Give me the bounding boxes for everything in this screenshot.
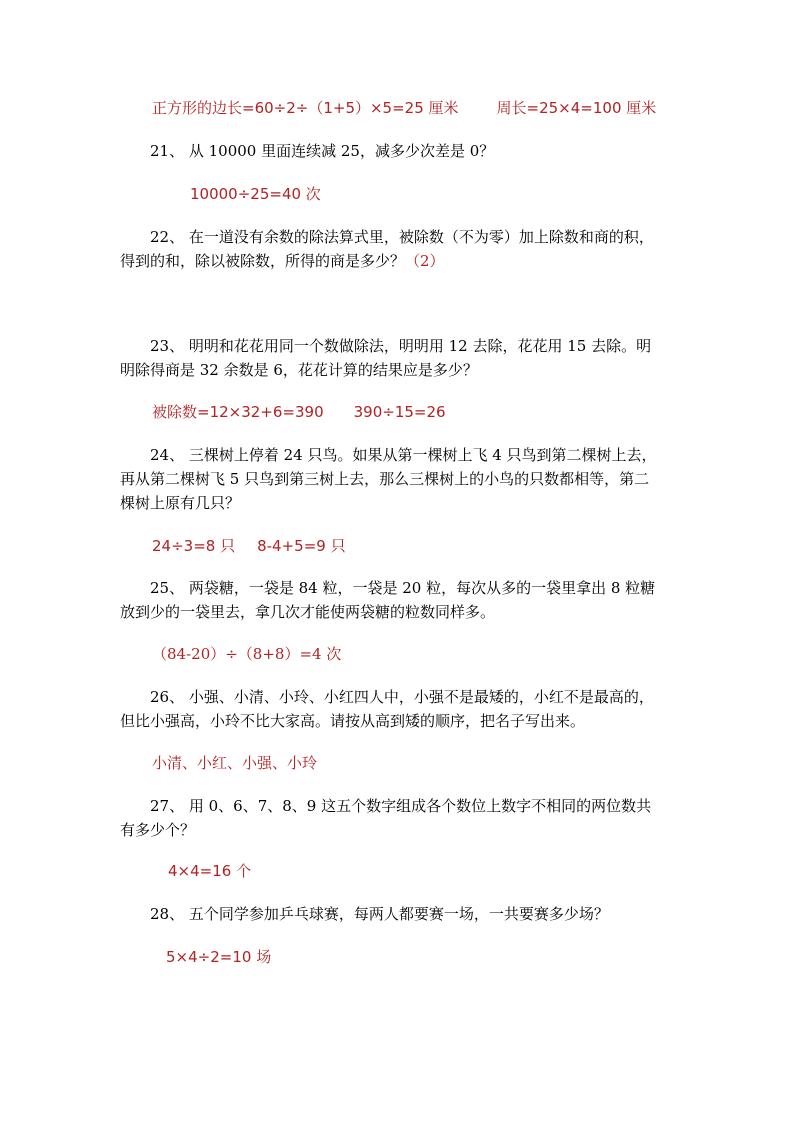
answer-24-part-2: 8-4+5=9 只 — [257, 537, 346, 555]
question-24-line-2: 再从第二棵树飞 5 只鸟到第三树上去，那么三棵树上的小鸟的只数都相等，第二 — [120, 470, 650, 488]
answer-21: 10000÷25=40 次 — [190, 185, 321, 203]
question-22-line-2 — [120, 252, 445, 270]
answer-20-perimeter: 周长=25×4=100 厘米 — [496, 99, 657, 117]
question-22-line-2-text: 得到的和，除以被除数，所得的商是多少？ — [120, 252, 406, 270]
question-23-line-2: 明除得商是 32 余数是 6，花花计算的结果应是多少？ — [120, 361, 478, 379]
question-25-line-2: 放到少的一袋里去，拿几次才能使两袋糖的粒数同样多。 — [120, 603, 496, 621]
answer-23-dividend: 被除数=12×32+6=390 — [152, 403, 324, 421]
answer-26: 小清、小红、小强、小玲 — [152, 754, 318, 772]
answer-27: 4×4=16 个 — [168, 862, 252, 880]
question-27-line-1: 27、 用 0、6、7、8、9 这五个数字组成各个数位上数字不相同的两位数共 — [150, 797, 652, 815]
question-27-line-2: 有多少个？ — [120, 821, 196, 839]
question-26-line-2: 但比小强高，小玲不比大家高。请按从高到矮的顺序，把名子写出来。 — [120, 712, 586, 730]
answer-23 — [152, 403, 446, 421]
question-23-line-1: 23、 明明和花花用同一个数做除法，明明用 12 去除，花花用 15 去除。明 — [150, 337, 652, 355]
question-21-line-1: 21、 从 10000 里面连续减 25，减多少次差是 0？ — [150, 142, 495, 160]
question-25-line-1: 25、 两袋糖，一袋是 84 粒，一袋是 20 粒，每次从多的一袋里拿出 8 粒糖 — [150, 579, 656, 597]
answer-20-side-length: 正方形的边长=60÷2÷（1+5）×5=25 厘米 — [152, 99, 459, 117]
answer-24 — [152, 537, 346, 555]
answer-22: （2） — [405, 252, 445, 270]
question-28-line-1: 28、 五个同学参加乒乓球赛，每两人都要赛一场，一共要赛多少场？ — [150, 905, 609, 923]
question-24-line-1: 24、 三棵树上停着 24 只鸟。如果从第一棵树上飞 4 只鸟到第二棵树上去， — [150, 446, 657, 464]
answer-28: 5×4÷2=10 场 — [166, 948, 272, 966]
answer-20 — [152, 99, 656, 117]
question-26-line-1: 26、 小强、小清、小玲、小红四人中，小强不是最矮的，小红不是最高的， — [150, 688, 654, 706]
question-24-line-3: 棵树上原有几只？ — [120, 494, 241, 512]
question-22-line-1: 22、 在一道没有余数的除法算式里，被除数（不为零）加上除数和商的积， — [150, 228, 654, 246]
answer-24-part-1: 24÷3=8 只 — [152, 537, 236, 555]
answer-23-result: 390÷15=26 — [353, 403, 446, 421]
answer-25: （84-20）÷（8+8）=4 次 — [152, 645, 342, 663]
